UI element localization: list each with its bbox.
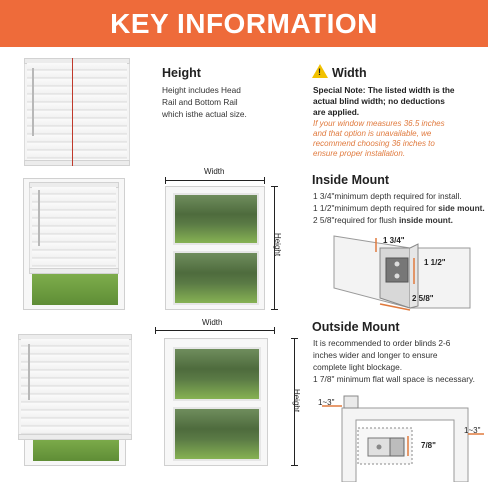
width-label-top: Width	[204, 167, 225, 176]
outside-dim-left: 1~3"	[318, 398, 335, 407]
width-note-1: If your window measures 36.5 inches	[313, 119, 445, 128]
blind-outside-image	[18, 334, 132, 440]
window-inside-image	[165, 186, 265, 310]
banner-title: KEY INFORMATION	[110, 7, 378, 39]
blind-height-image	[24, 58, 130, 166]
inside-dim-a: 1 3/4"	[383, 236, 405, 245]
width-special-1: Special Note: The listed width is the	[313, 85, 455, 95]
width-special-2: actual blind width; no deductions	[313, 96, 445, 106]
inside-mount-title: Inside Mount	[312, 173, 390, 187]
warning-exclamation: !	[318, 67, 321, 77]
outside-desc-1: It is recommended to order blinds 2-6	[313, 338, 451, 348]
width-note-4: ensure proper installation.	[313, 149, 406, 158]
inside-line-1: 1 3/4"minimum depth required for install.	[313, 191, 462, 201]
width-special-3: are applied.	[313, 107, 360, 117]
outside-dim-small: 7/8"	[421, 441, 436, 450]
inside-mount-diagram	[330, 228, 480, 316]
outside-line-4: 1 7/8" minimum flat wall space is necessary.	[313, 374, 475, 384]
inside-line-3: 2 5/8"required for flush inside mount.	[313, 215, 453, 225]
outside-dim-right: 1~3"	[464, 426, 481, 435]
height-desc-3: which isthe actual size.	[162, 109, 247, 119]
banner	[0, 0, 488, 47]
width-label-bottom: Width	[202, 318, 223, 327]
height-desc-1: Height includes Head	[162, 85, 241, 95]
outside-desc-2: inches wider and longer to ensure	[313, 350, 438, 360]
height-title: Height	[162, 66, 201, 80]
blind-inside-image	[29, 182, 119, 274]
width-title: Width	[332, 66, 367, 80]
height-label-top: Height	[273, 232, 283, 257]
inside-dim-b: 1 1/2"	[424, 258, 446, 267]
inside-line-2: 1 1/2"minimum depth required for side mount.	[313, 203, 485, 213]
outside-mount-diagram	[318, 386, 486, 482]
height-desc-2: Rail and Bottom Rail	[162, 97, 238, 107]
width-note-2: and that option is unavailable, we	[313, 129, 432, 138]
outside-desc-3: complete light blockage.	[313, 362, 403, 372]
window-outside-image	[164, 338, 268, 466]
height-indicator-line	[72, 58, 73, 166]
height-label-bottom: Height	[292, 388, 302, 413]
width-note-3: recommend choosing 36 inches to	[313, 139, 435, 148]
inside-dim-c: 2 5/8"	[412, 294, 434, 303]
outside-mount-title: Outside Mount	[312, 320, 400, 334]
